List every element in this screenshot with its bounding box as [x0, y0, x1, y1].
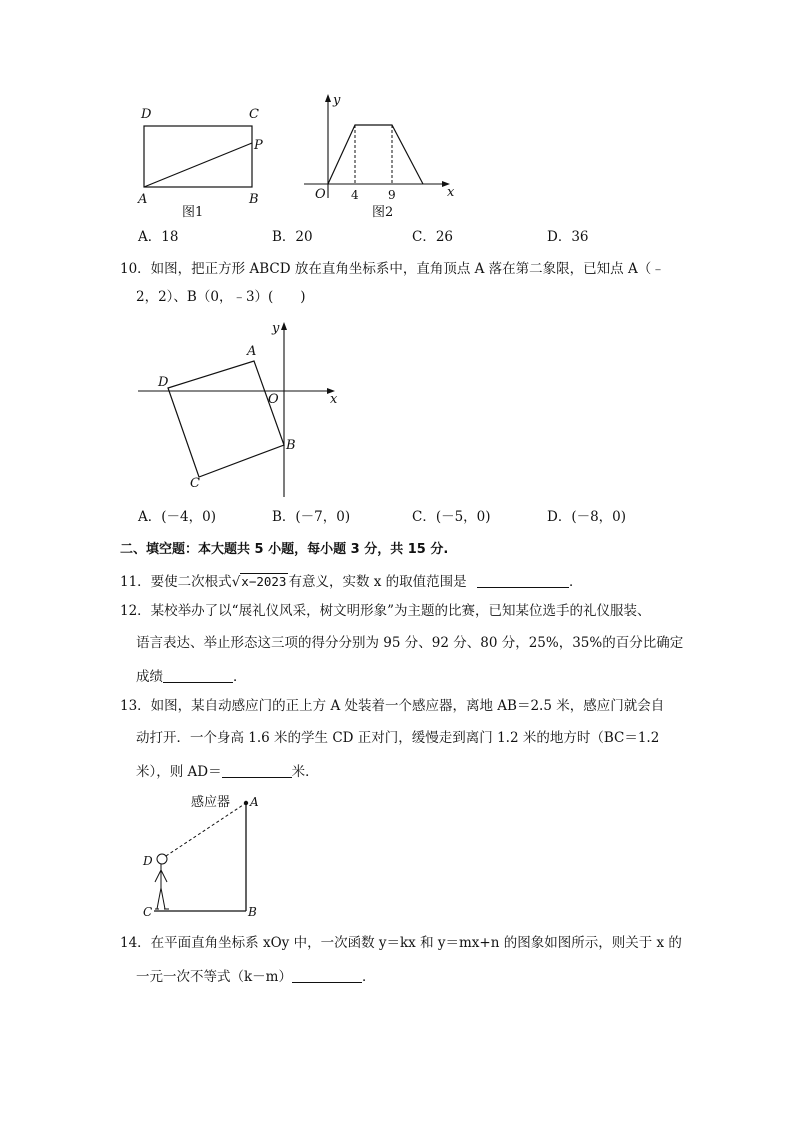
- q10-line-1: 10．如图，把正方形 ABCD 放在直角坐标系中，直角顶点 A 落在第二象限，已知点 A（﹣: [120, 261, 665, 277]
- label-d: D: [158, 375, 169, 390]
- q13-line-3: [136, 763, 319, 780]
- q11-radicand: x−2023: [241, 574, 287, 589]
- label-d: D: [143, 854, 153, 868]
- q9-option-b[interactable]: B．20: [272, 229, 313, 245]
- square-abcd: [168, 361, 284, 477]
- figure-1-caption: 图1: [182, 205, 204, 220]
- q12-line-3: [136, 668, 247, 685]
- label-b: B: [286, 438, 296, 453]
- q12-line-2: 语言表达、举止形态这三项的得分分别为 95 分、92 分、80 分，25%，35%的百分比确定: [136, 635, 684, 651]
- q14-line-1: 14．在平面直角坐标系 xOy 中，一次函数 y＝kx 和 y＝mx+n 的图象如图所示，则关于 x 的: [120, 935, 682, 951]
- dashed-line-da: [166, 803, 246, 856]
- figure-1-rectangle: [130, 100, 280, 225]
- q10-figure-square: [135, 315, 350, 500]
- label-x: x: [447, 185, 455, 200]
- q14-answer-blank[interactable]: [292, 968, 362, 983]
- label-sensor: 感应器: [191, 795, 231, 810]
- label-y: y: [272, 321, 280, 336]
- figure-2-caption: 图2: [372, 205, 394, 220]
- label-b: B: [248, 905, 257, 919]
- label-d: D: [141, 107, 152, 122]
- y-axis-arrow-icon: [325, 94, 331, 102]
- label-a: A: [138, 192, 148, 207]
- q12-suffix: ．: [233, 669, 247, 685]
- q13-line-2: 动打开．一个身高 1.6 米的学生 CD 正对门，缓慢走到离门 1.2 米的地方时（BC＝1.2: [136, 730, 660, 746]
- label-b: B: [249, 192, 259, 207]
- label-a: A: [247, 344, 257, 359]
- q10-option-b[interactable]: B．(－7，0): [272, 509, 351, 525]
- q11-suffix: 有意义，实数 x 的取值范围是: [288, 574, 467, 590]
- q13-answer-blank[interactable]: [222, 763, 292, 778]
- q13-figure-sensor-door: [138, 788, 273, 923]
- label-c: C: [249, 107, 259, 122]
- q13-suffix: 米．: [291, 764, 319, 780]
- q10-option-a[interactable]: A．(－4，0): [138, 509, 216, 525]
- q11-end: ．: [568, 574, 583, 590]
- segment-ap: [144, 143, 252, 187]
- q10-option-d[interactable]: D．(－8，0): [547, 509, 627, 525]
- q10-option-c[interactable]: C．(－5，0): [412, 509, 491, 525]
- label-p: P: [254, 138, 263, 153]
- q12-prefix: 成绩: [136, 669, 163, 685]
- q14-suffix: ．: [361, 969, 376, 985]
- q13-prefix: 米），则 AD＝: [136, 764, 222, 780]
- tick-label-4: 4: [351, 188, 359, 202]
- q11-prefix: 11．要使二次根式: [120, 574, 232, 590]
- y-axis-arrow-icon: [281, 322, 287, 330]
- q14-prefix: 一元一次不等式（k－m）: [136, 969, 292, 985]
- label-origin: O: [268, 392, 279, 407]
- q11-sqrt: √x−2023: [231, 574, 287, 590]
- section-2-heading: 二、填空题：本大题共 5 小题，每小题 3 分，共 15 分.: [120, 542, 449, 557]
- tick-label-9: 9: [388, 188, 396, 202]
- q9-option-a[interactable]: A．18: [138, 229, 179, 245]
- rectangle-abcd: [144, 126, 252, 187]
- label-origin: O: [315, 187, 326, 202]
- label-c: C: [143, 905, 153, 919]
- q13-line-1: 13．如图，某自动感应门的正上方 A 处装着一个感应器，离地 AB＝2.5 米，感应门就会自: [120, 698, 665, 714]
- q11-line: [120, 573, 582, 590]
- q12-line-1: 12．某校举办了以“展礼仪风采，树文明形象”为主题的比赛，已知某位选手的礼仪服装、: [120, 603, 651, 619]
- q14-line-2: [136, 968, 375, 985]
- label-y: y: [333, 93, 341, 108]
- label-a: A: [250, 795, 259, 809]
- figure-2-graph: [298, 90, 463, 225]
- q10-line-2: 2，2）、B（0，﹣3）( ): [136, 289, 306, 305]
- q12-answer-blank[interactable]: [163, 668, 233, 683]
- q11-answer-blank[interactable]: [477, 573, 569, 588]
- student-figure-icon: [155, 854, 169, 909]
- q9-option-d[interactable]: D．36: [547, 229, 589, 245]
- label-x: x: [330, 392, 338, 407]
- label-c: C: [190, 476, 200, 491]
- graph-trapezoid: [328, 125, 423, 184]
- q9-option-c[interactable]: C．26: [412, 229, 454, 245]
